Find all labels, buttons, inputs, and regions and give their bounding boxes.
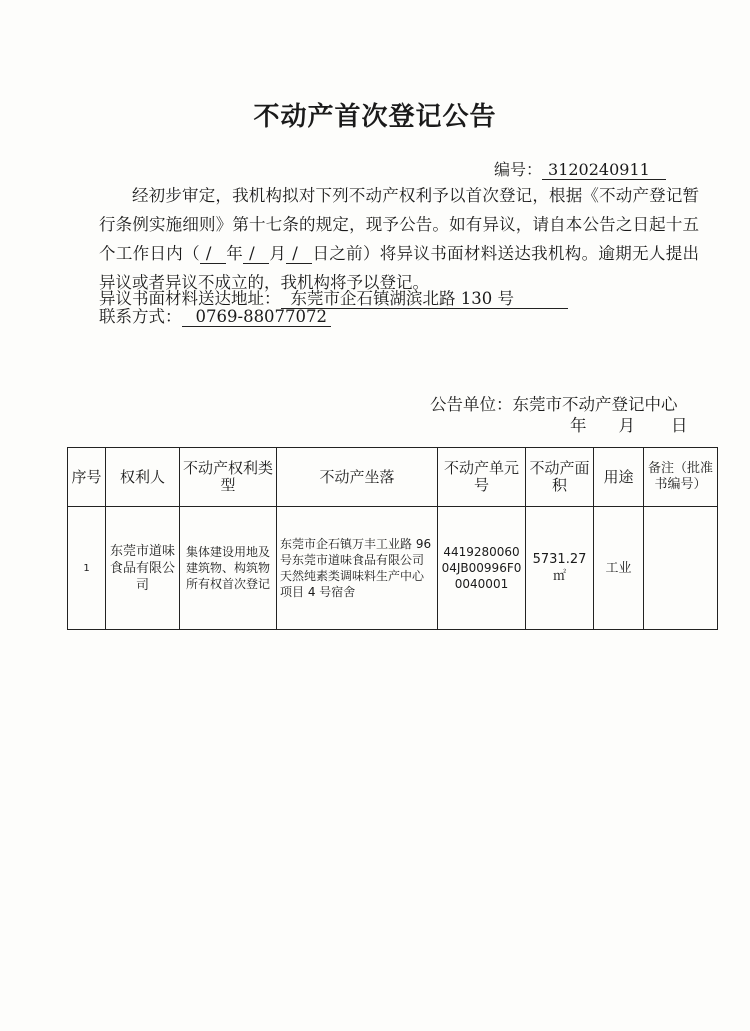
registration-table (67, 447, 718, 630)
date-month: 月 (618, 416, 635, 435)
cell-usage: 工业 (594, 507, 644, 630)
header-right-type: 不动产权利类型 (180, 448, 277, 507)
notice-text-part2: 日之前）将异议书面材料送达我机构。逾期无人提出异议或者异议不成立的，我机构将予以登记。 (99, 244, 700, 292)
notice-body (99, 181, 699, 297)
blank-year: / (200, 245, 226, 264)
table-header-row (68, 448, 718, 507)
header-unit-number: 不动产单元号 (438, 448, 526, 507)
cell-location: 东莞市企石镇万丰工业路 96 号东莞市道味食品有限公司天然纯素类调味料生产中心项目 4 号宿舍 (277, 507, 438, 630)
header-index: 序号 (68, 448, 106, 507)
address-label: 异议书面材料送达地址： (99, 289, 281, 308)
notice-text-part1: 经初步审定，我机构拟对下列不动产权利予以首次登记，根据《不动产登记暂行条例实施细则》第十七条的规定，现予公告。如有异议，请自本公告之日起十五个工作日内（ (99, 186, 699, 263)
month-label: 月 (269, 244, 287, 263)
cell-note (644, 507, 718, 630)
header-area: 不动产面积 (526, 448, 594, 507)
header-holder: 权利人 (106, 448, 180, 507)
cell-area: 5731.27 ㎡ (526, 507, 594, 630)
cell-holder: 东莞市道味食品有限公司 (106, 507, 180, 630)
notice-paragraph (99, 181, 699, 297)
date-year: 年 (570, 416, 587, 435)
header-note: 备注（批准书编号） (644, 448, 718, 507)
table-row (68, 507, 718, 630)
date-day: 日 (671, 416, 688, 435)
header-location: 不动产坐落 (277, 448, 438, 507)
issuer-value: 东莞市不动产登记中心 (512, 395, 678, 414)
cell-index: 1 (68, 507, 106, 630)
document-number (494, 157, 666, 180)
contact-line (99, 303, 331, 327)
contact-value: 0769-88077072 (182, 308, 332, 327)
issue-date (570, 412, 688, 436)
cell-unit-number: 441928006004JB00996F00040001 (438, 507, 526, 630)
document-number-label: 编号： (494, 160, 543, 179)
page-title: 不动产首次登记公告 (253, 102, 497, 132)
address-value: 东莞市企石镇湖滨北路 130 号 (281, 290, 568, 309)
year-label: 年 (225, 244, 244, 263)
cell-right-type: 集体建设用地及建筑物、构筑物所有权首次登记 (180, 507, 277, 630)
issuer-label: 公告单位： (430, 395, 513, 414)
blank-day: / (286, 245, 312, 264)
document-number-value: 3120240911 (542, 161, 666, 180)
contact-label: 联系方式： (99, 307, 182, 326)
header-usage: 用途 (594, 448, 644, 507)
blank-month: / (243, 245, 269, 264)
